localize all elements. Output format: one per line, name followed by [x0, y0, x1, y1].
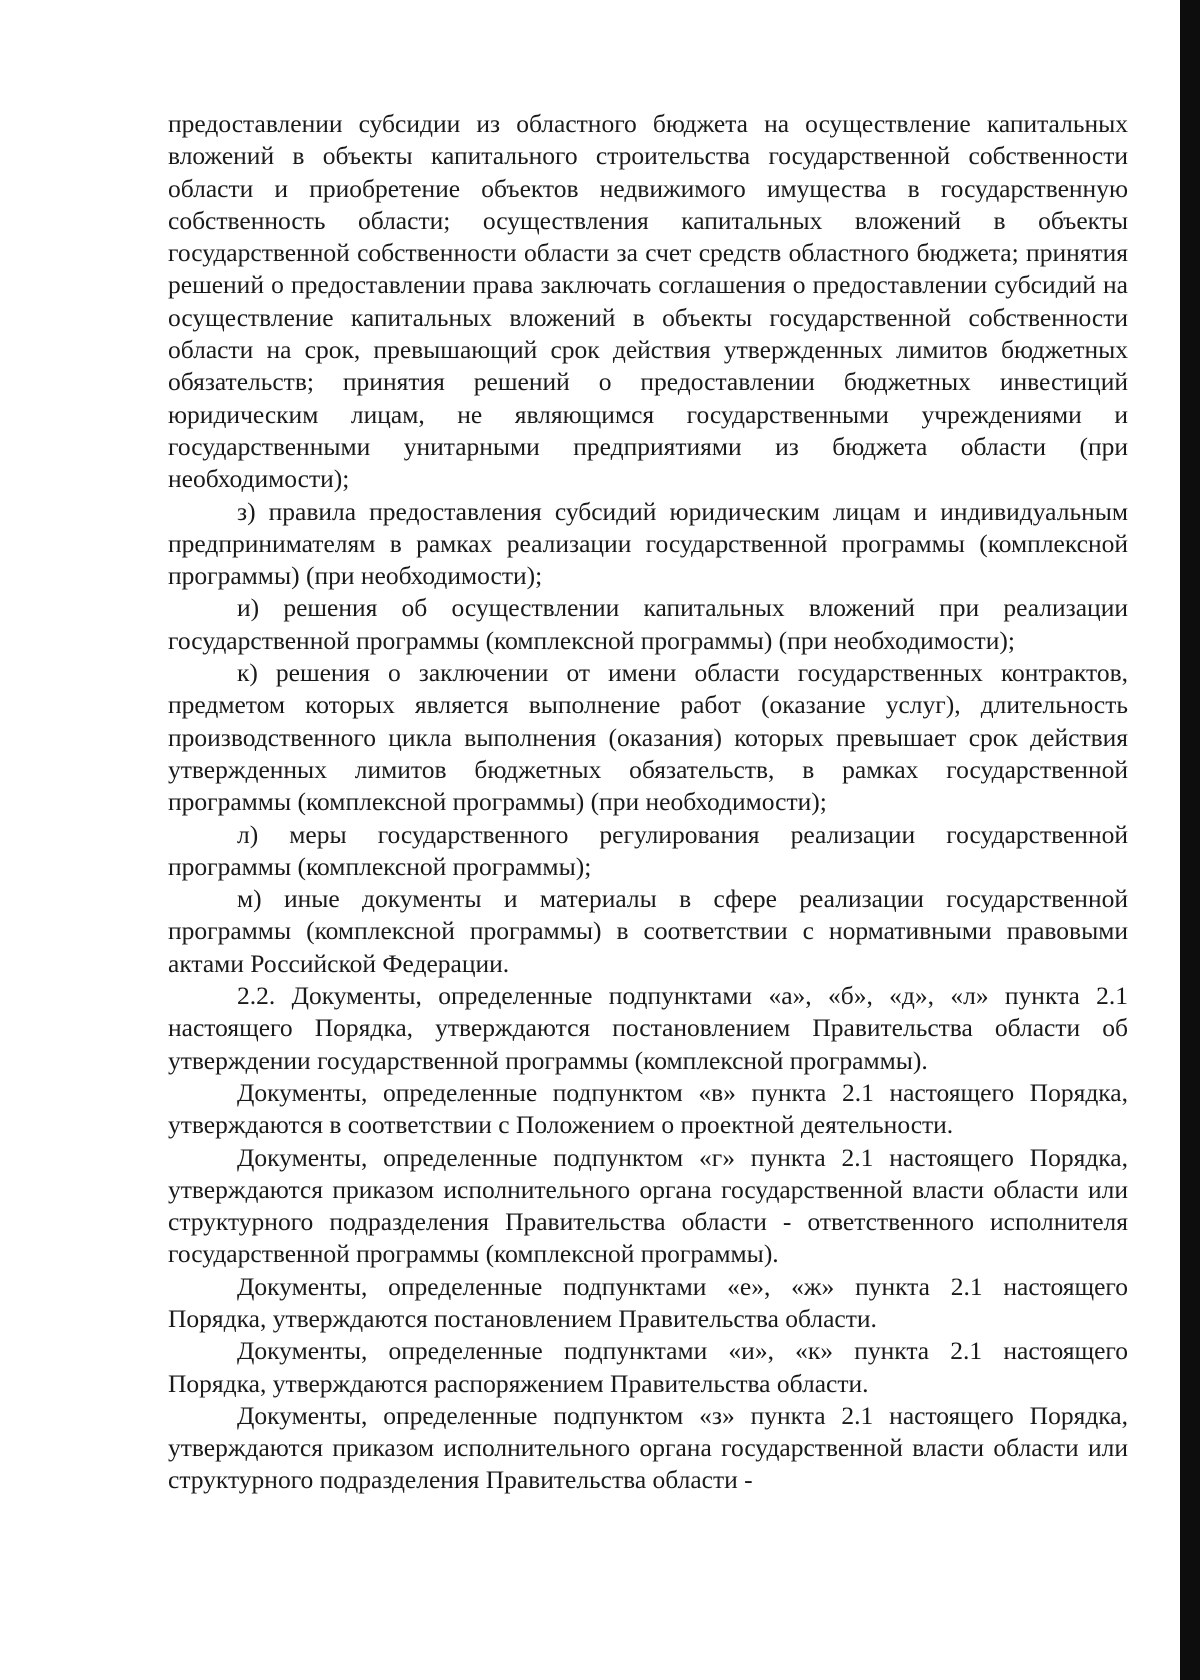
paragraph-3: и) решения об осуществлении капитальных вложений при реализации государственной программы (комплексной программы) (при необходимости); — [168, 593, 1128, 655]
paragraph-4: к) решения о заключении от имени области государственных контрактов, предметом которых является выполнение работ (оказание услуг), длительность производственного цикла выполнения (оказания) которых превышает срок действия утвержденных лимитов бюджетных обязательств, в рамках государственной программы (комплексной программы) (при необходимости); — [168, 658, 1128, 817]
paragraph-8: Документы, определенные подпунктом «в» пункта 2.1 настоящего Порядка, утверждаются в соответствии с Положением о проектной деятельности. — [168, 1077, 1128, 1140]
paragraph-2: з) правила предоставления субсидий юридическим лицам и индивидуальным предпринимателям в рамках реализации государственной программы (комплексной программы) (при необходимости); — [168, 496, 1128, 591]
paragraph-5: л) меры государственного регулирования реализации государственной программы (комплексной программы); — [168, 819, 1128, 881]
paragraph-1: предоставлении субсидии из областного бюджета на осуществление капитальных вложений в объекты капитального строительства государственной собственности области и приобретение объектов недвижимого имущества в государственную собственность области; осуществления капитальных вложений в объекты государственной собственности области за счет средств областного бюджета; принятия решений о предоставлении права заключать соглашения о предоставлении субсидий на осуществление капитальных вложений в объекты государственной собственности области на срок, превышающий срок действия утвержденных лимитов бюджетных обязательств; принятия решений о предоставлении бюджетных инвестиций юридическим лицам, не являющимся государственными учреждениями и государственными унитарными предприятиями из бюджета области (при необходимости); — [168, 109, 1128, 494]
paragraph-7: 2.2. Документы, определенные подпунктами «а», «б», «д», «л» пункта 2.1 настоящего Порядка, утверждаются постановлением Правительства области об утверждении государственной программы (комплексной программы). — [168, 981, 1128, 1075]
paragraph-6: м) иные документы и материалы в сфере реализации государственной программы (комплексной программы) в соответствии с нормативными правовыми актами Российской Федерации. — [168, 884, 1128, 978]
paragraph-9: Документы, определенные подпунктом «г» пункта 2.1 настоящего Порядка, утверждаются приказом исполнительного органа государственной власти области или структурного подразделения Правительства области - ответственного исполнителя государственной программы (комплексной программы). — [168, 1142, 1128, 1269]
paragraph-10: Документы, определенные подпунктами «е», «ж» пункта 2.1 настоящего Порядка, утверждаются постановлением Правительства области. — [168, 1271, 1128, 1333]
document-body — [168, 108, 1128, 1497]
scan-edge-shadow — [1180, 0, 1200, 1680]
paragraph-11: Документы, определенные подпунктами «и», «к» пункта 2.1 настоящего Порядка, утверждаются распоряжением Правительства области. — [168, 1336, 1128, 1398]
paragraph-12: Документы, определенные подпунктом «з» пункта 2.1 настоящего Порядка, утверждаются приказом исполнительного органа государственной власти области или структурного подразделения Правительства области - — [168, 1400, 1128, 1495]
